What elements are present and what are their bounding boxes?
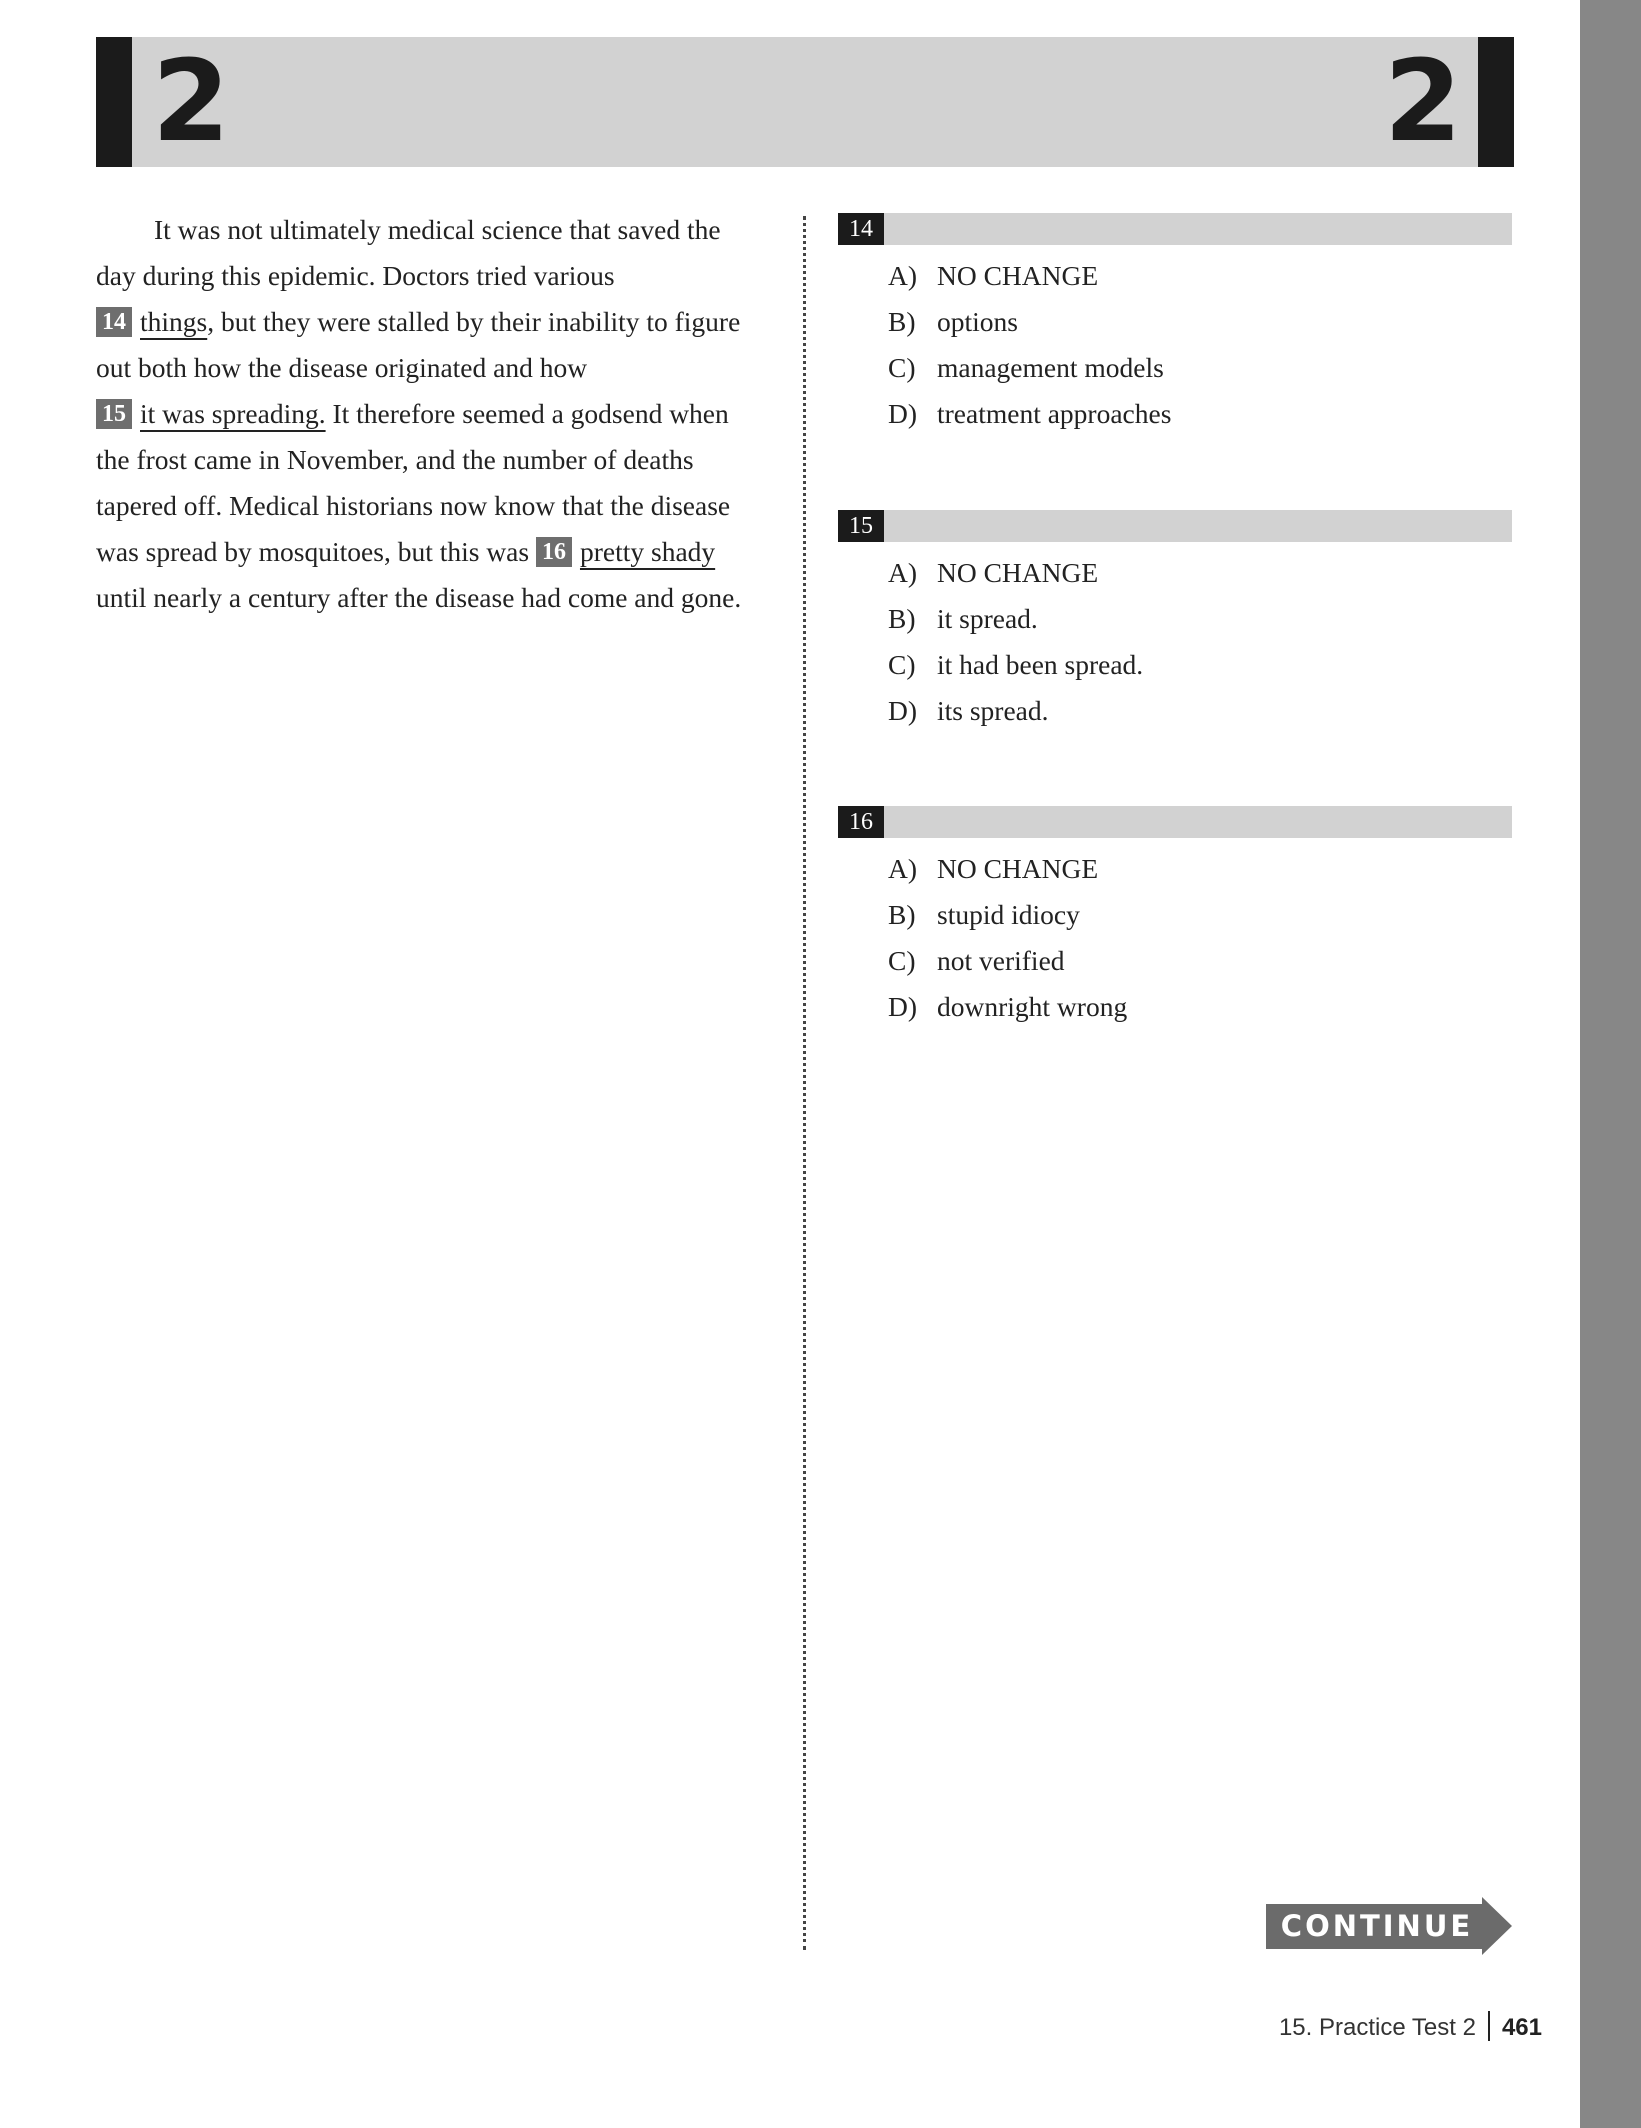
answer-choices <box>838 253 1512 437</box>
underlined-phrase-15[interactable]: it was spreading. <box>140 398 326 429</box>
continue-button[interactable] <box>1266 1897 1512 1955</box>
passage <box>96 207 772 621</box>
question-header <box>838 510 1512 542</box>
question-header <box>838 213 1512 245</box>
answer-choice-d[interactable]: D) its spread. <box>888 695 1049 726</box>
answer-choice-d[interactable]: D) downright wrong <box>888 991 1128 1022</box>
passage-line: out both how the disease originated and how <box>96 352 588 383</box>
question-marker-14[interactable]: 14 <box>96 307 132 337</box>
answer-choice-b[interactable]: B) stupid idiocy <box>888 899 1080 930</box>
passage-line: 15 it was spreading. It therefore seemed a godsend when <box>96 391 772 437</box>
question-16 <box>838 806 1512 1030</box>
answer-choice-c[interactable]: C) not verified <box>888 945 1065 976</box>
answer-choice-b[interactable]: B) it spread. <box>888 603 1038 634</box>
question-number: 15 <box>838 510 884 542</box>
answer-choice-a[interactable]: A) NO CHANGE <box>888 853 1099 884</box>
question-number: 16 <box>838 806 884 838</box>
answer-choices <box>838 846 1512 1030</box>
question-number: 14 <box>838 213 884 245</box>
question-14 <box>838 213 1512 437</box>
passage-line: day during this epidemic. Doctors tried various <box>96 260 615 291</box>
header-bar-left <box>96 37 132 167</box>
question-header <box>838 806 1512 838</box>
passage-line: It was not ultimately medical science that saved the <box>154 214 721 245</box>
footer-chapter: 15. Practice Test 2 <box>1278 2014 1476 2041</box>
answer-choice-c[interactable]: C) management models <box>888 352 1164 383</box>
passage-line: tapered off. Medical historians now know that the disease <box>96 490 731 521</box>
section-number-right: 2 <box>1384 37 1462 167</box>
passage-line: the frost came in November, and the number of deaths <box>96 444 694 475</box>
answer-choice-b[interactable]: B) options <box>888 306 1018 337</box>
underlined-phrase-16[interactable]: pretty shady <box>579 536 716 567</box>
answer-choice-a[interactable]: A) NO CHANGE <box>888 260 1099 291</box>
underlined-phrase-14[interactable]: things <box>140 306 208 337</box>
column-divider <box>803 216 806 1950</box>
section-number-left: 2 <box>152 37 230 167</box>
continue-label: CONTINUE <box>1280 1909 1474 1943</box>
question-marker-15[interactable]: 15 <box>96 399 132 429</box>
question-marker-16[interactable]: 16 <box>536 537 572 567</box>
page-number: 461 <box>1501 2014 1542 2041</box>
answer-choice-c[interactable]: C) it had been spread. <box>888 649 1144 680</box>
page-edge-strip <box>1580 0 1641 2128</box>
answer-choice-a[interactable]: A) NO CHANGE <box>888 557 1099 588</box>
passage-line: was spread by mosquitoes, but this was 16 pretty shady <box>96 536 716 567</box>
footer-separator <box>1488 2011 1490 2041</box>
passage-line: 14 things, but they were stalled by their inability to figure <box>96 299 772 345</box>
answer-choices <box>838 550 1512 734</box>
page-footer <box>1279 2011 1542 2045</box>
passage-line: until nearly a century after the disease had come and gone. <box>96 582 742 613</box>
section-header-band <box>96 37 1512 167</box>
header-bar-right <box>1478 37 1514 167</box>
question-15 <box>838 510 1512 734</box>
answer-choice-d[interactable]: D) treatment approaches <box>888 398 1172 429</box>
